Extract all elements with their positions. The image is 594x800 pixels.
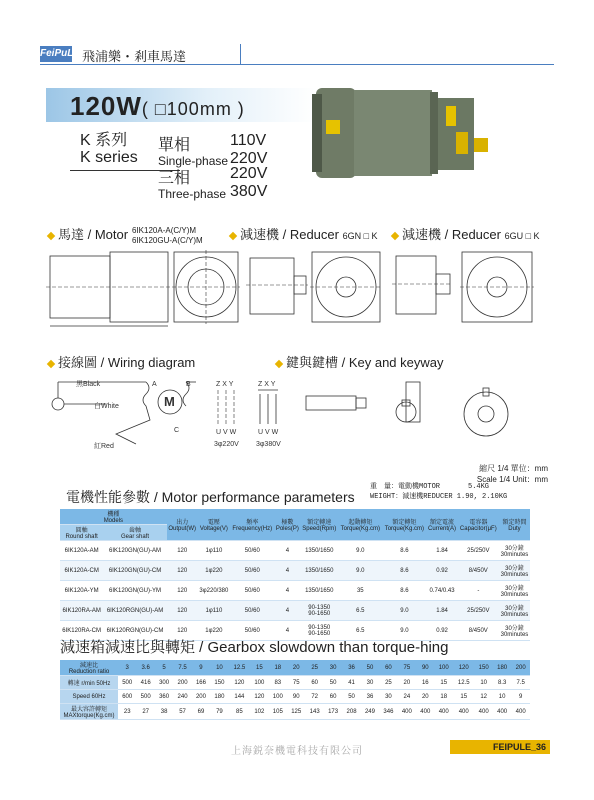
table-cell: 9.0 — [338, 561, 382, 581]
table-cell: 24 — [398, 690, 416, 704]
gear-motor-image — [306, 80, 492, 186]
table-cell: 50/60 — [230, 541, 274, 561]
table-cell: 1φ110 — [198, 601, 230, 621]
table-cell: 8.6 — [382, 561, 426, 581]
table-cell: 79 — [210, 704, 228, 720]
weight-note — [370, 482, 507, 502]
row-label: 減速比 Reduction ratio — [60, 660, 118, 676]
table-cell: 50 — [324, 676, 342, 690]
motor-symbol-m: M — [164, 394, 175, 409]
reducer2-heading — [392, 224, 540, 243]
table-cell: 90-1350 90-1650 — [300, 601, 338, 621]
table-cell: 0.92 — [426, 621, 457, 641]
table-cell: 120 — [250, 690, 268, 704]
motor-heading-text: 馬達 / Motor — [58, 227, 129, 242]
speed-50-row — [60, 676, 530, 690]
table-cell: 180 — [210, 690, 228, 704]
table-cell: 15 — [453, 690, 475, 704]
table-row — [60, 581, 530, 601]
table-cell: 9.0 — [382, 601, 426, 621]
table-cell: 500 — [136, 690, 154, 704]
series-label — [80, 132, 138, 166]
table-cell: 9.0 — [338, 541, 382, 561]
bullet-icon — [47, 231, 55, 239]
table-cell: 18 — [269, 660, 287, 676]
table-cell: 143 — [305, 704, 323, 720]
table-cell: 75 — [398, 660, 416, 676]
title-main: 120W — [70, 91, 142, 121]
key-heading-text: 鍵與鍵槽 / Key and keyway — [286, 355, 444, 370]
table-cell: 7.5 — [511, 676, 530, 690]
voltage-2: 220V — [230, 150, 268, 167]
table-cell: 15 — [250, 660, 268, 676]
motor-model-2: 6IK120GU-A(C/Y)M — [132, 236, 203, 245]
title-sub: ( □100mm ) — [141, 99, 245, 119]
brand-logo: FeiPuLe — [40, 46, 72, 62]
table-cell: 8.6 — [382, 581, 426, 601]
terminal-b-label: B — [186, 381, 191, 388]
table-cell: 4 — [274, 581, 300, 601]
key-keyway-drawing — [306, 382, 508, 436]
voltage-1: 220V — [230, 165, 268, 182]
table-cell: 30 — [379, 690, 397, 704]
table-cell: 3.6 — [136, 660, 154, 676]
table-row — [60, 561, 530, 581]
ratio-row — [60, 660, 530, 676]
zxy-label-2: Z X Y — [258, 381, 276, 388]
table-cell: 6IK120A-AM — [60, 541, 103, 561]
table-cell: 6IK120GN(GU)-CM — [103, 561, 166, 581]
footer-company: 上海鋭奈機電科技有限公司 — [231, 746, 363, 757]
phase-cn: 三相 — [158, 170, 191, 187]
table-cell: 6.5 — [338, 621, 382, 641]
brand-underline — [40, 64, 554, 65]
table-cell: 200 — [173, 676, 191, 690]
table-cell: 4 — [274, 601, 300, 621]
uvw-label-2: U V W — [258, 429, 279, 436]
table-cell: 72 — [305, 690, 323, 704]
table-cell: 10 — [210, 660, 228, 676]
table-cell: 8/450V — [458, 561, 499, 581]
table-cell: 12.5 — [229, 660, 251, 676]
brand-name: 飛浦樂・剎車馬達 — [82, 49, 187, 64]
motor-heading — [48, 224, 128, 243]
table-cell: 90-1350 90-1650 — [300, 621, 338, 641]
table-cell: 30分鐘 30minutes — [499, 541, 530, 561]
table-cell: 120 — [167, 541, 198, 561]
table-cell: 25/250V — [458, 601, 499, 621]
motor-models — [132, 226, 203, 246]
table-cell: 10 — [493, 690, 511, 704]
series-en: K series — [80, 149, 138, 166]
table-cell: 1350/1650 — [300, 561, 338, 581]
table-cell: 6IK120RA-CM — [60, 621, 103, 641]
header-capacitor: 電容器 Capacitor(μF) — [458, 509, 499, 541]
gearbox-table — [60, 660, 530, 720]
table-cell: 20 — [398, 676, 416, 690]
table-cell: 416 — [136, 676, 154, 690]
table-cell: 1φ220 — [198, 561, 230, 581]
brand-bar — [40, 44, 554, 66]
table-cell: 30分鐘 30minutes — [499, 561, 530, 581]
terminal-c-label: C — [174, 427, 180, 434]
page-title — [70, 91, 245, 122]
weight-line-1: 重 量：電動機MOTOR 5.4KG — [370, 483, 490, 491]
wire-black-label: 黑Black — [76, 381, 101, 388]
table-cell: 30 — [361, 676, 379, 690]
table-cell: 50/60 — [230, 601, 274, 621]
table-cell: 8/450V — [458, 621, 499, 641]
phase-en: Three-phase — [158, 187, 227, 201]
weight-line-2: WEIGHT：減速機REDUCER 1.90, 2.10KG — [370, 493, 508, 501]
reducer2-front-drawing — [460, 252, 534, 322]
table-cell: 600 — [118, 690, 136, 704]
phase-cn: 單相 — [158, 137, 191, 154]
row-label: 最大容許轉矩 MAXtorque(Kg.cm) — [60, 704, 118, 720]
table-cell: 16 — [416, 676, 434, 690]
voltage-2: 380V — [230, 183, 268, 200]
table-cell: 120 — [453, 660, 475, 676]
table-cell: 10 — [474, 676, 492, 690]
table-cell: 27 — [136, 704, 154, 720]
table-cell: 125 — [287, 704, 305, 720]
table-cell: 100 — [250, 676, 268, 690]
table-cell: 1350/1650 — [300, 581, 338, 601]
table-cell: 3φ220/380 — [198, 581, 230, 601]
series-cn: K 系列 — [80, 132, 128, 149]
reducer2-model: 6GU □ K — [504, 231, 540, 241]
v220-label: 3φ220V — [214, 441, 239, 448]
reducer2-heading-text: 減速機 / Reducer — [402, 227, 501, 242]
three-phase-380-wiring — [256, 381, 281, 448]
table-cell: 150 — [474, 660, 492, 676]
table-cell: 60 — [379, 660, 397, 676]
table-cell: 50/60 — [230, 621, 274, 641]
reducer1-heading — [230, 224, 378, 243]
bullet-icon — [229, 231, 237, 239]
table-cell: 90 — [287, 690, 305, 704]
wire-red-label: 紅Red — [94, 443, 114, 450]
table-cell: 25 — [379, 676, 397, 690]
single-phase-wiring — [52, 379, 196, 450]
table-cell: 60 — [305, 676, 323, 690]
reducer1-heading-text: 減速機 / Reducer — [240, 227, 339, 242]
table-cell: 36 — [361, 690, 379, 704]
table-cell: 400 — [416, 704, 434, 720]
table-cell: 8.3 — [493, 676, 511, 690]
table-cell: 360 — [155, 690, 173, 704]
reducer1-side-drawing — [246, 258, 308, 314]
table-cell: 180 — [493, 660, 511, 676]
table-cell: 400 — [493, 704, 511, 720]
table-cell: 400 — [511, 704, 530, 720]
table-cell: 200 — [192, 690, 210, 704]
table-cell: 300 — [155, 676, 173, 690]
scale-line-2: Scale 1/4 Unit：mm — [476, 475, 548, 484]
header-voltage: 電壓 Voltage(V) — [198, 509, 230, 541]
header-start-torque: 起動轉矩 Torque(Kg.cm) — [338, 509, 382, 541]
table-cell: - — [458, 581, 499, 601]
table-cell: 1350/1650 — [300, 541, 338, 561]
phase-en: Single-phase — [158, 154, 229, 168]
table-cell: 12.5 — [453, 676, 475, 690]
header-duty: 額定時間 Duty — [499, 509, 530, 541]
bullet-icon — [391, 231, 399, 239]
table-cell: 30 — [324, 660, 342, 676]
motor-front-drawing — [172, 250, 240, 324]
uvw-label-1: U V W — [216, 429, 237, 436]
table-cell: 30分鐘 30minutes — [499, 621, 530, 641]
table-row — [60, 601, 530, 621]
table-cell: 30分鐘 30minutes — [499, 601, 530, 621]
table-cell: 1.84 — [426, 601, 457, 621]
row-label: Speed 60Hz — [60, 690, 118, 704]
header-round-shaft: 圓軸 Round shaft — [60, 525, 103, 541]
table-cell: 50 — [342, 690, 360, 704]
speed-60-row — [60, 690, 530, 704]
table-cell: 36 — [342, 660, 360, 676]
key-heading — [276, 352, 444, 371]
header-rated-torque: 額定轉矩 Torque(Kg.cm) — [382, 509, 426, 541]
voltage-1: 110V — [230, 132, 267, 149]
table-cell: 60 — [324, 690, 342, 704]
table-cell: 20 — [416, 690, 434, 704]
motor-side-drawing — [46, 252, 172, 326]
table-cell: 4 — [274, 541, 300, 561]
table-cell: 35 — [338, 581, 382, 601]
header-gear-shaft: 齒軸 Gear shaft — [103, 525, 166, 541]
reducer1-model: 6GN □ K — [342, 231, 378, 241]
table-cell: 400 — [398, 704, 416, 720]
table-cell: 6IK120GN(GU)-AM — [103, 541, 166, 561]
table-cell: 500 — [118, 676, 136, 690]
page-number: FEIPULE_36 — [450, 740, 550, 754]
table-cell: 6.5 — [338, 601, 382, 621]
table-cell: 12 — [474, 690, 492, 704]
table-cell: 25 — [305, 660, 323, 676]
table-cell: 100 — [269, 690, 287, 704]
motor-model-1: 6IK120A-A(C/Y)M — [132, 226, 197, 235]
header-models: 機種 Models — [60, 509, 167, 525]
perf-title: 電機性能參數 / Motor performance parameters — [66, 489, 355, 505]
table-cell: 120 — [167, 601, 198, 621]
table-cell: 69 — [192, 704, 210, 720]
table-cell: 90 — [416, 660, 434, 676]
header-current: 額定電流 Current(A) — [426, 509, 457, 541]
wiring-heading-text: 接線圖 / Wiring diagram — [58, 355, 196, 370]
table-cell: 400 — [474, 704, 492, 720]
table-cell: 6IK120RGN(GU)-CM — [103, 621, 166, 641]
table-cell: 9 — [511, 690, 530, 704]
table-cell: 249 — [361, 704, 379, 720]
three-phase-220-wiring — [214, 381, 239, 448]
table-cell: 4 — [274, 561, 300, 581]
performance-table — [60, 509, 530, 641]
table-cell: 15 — [435, 676, 453, 690]
table-cell: 105 — [269, 704, 287, 720]
table-cell: 38 — [155, 704, 173, 720]
table-cell: 120 — [167, 561, 198, 581]
header-poles: 極數 Poles(P) — [274, 509, 300, 541]
table-cell: 6IK120RA-AM — [60, 601, 103, 621]
table-cell: 240 — [173, 690, 191, 704]
table-cell: 6IK120RGN(GU)-AM — [103, 601, 166, 621]
header-frequency: 頻率 Frequency(Hz) — [230, 509, 274, 541]
row-label: 轉速 r/min 50Hz — [60, 676, 118, 690]
table-cell: 120 — [229, 676, 251, 690]
table-cell: 6IK120A-CM — [60, 561, 103, 581]
table-cell: 57 — [173, 704, 191, 720]
table-cell: 0.92 — [426, 561, 457, 581]
table-cell: 50/60 — [230, 561, 274, 581]
table-cell: 1.84 — [426, 541, 457, 561]
wiring-heading — [48, 352, 195, 371]
table-cell: 144 — [229, 690, 251, 704]
terminal-a-label: A — [152, 381, 157, 388]
table-cell: 400 — [435, 704, 453, 720]
header-speed: 額定轉速 Speed(Rpm) — [300, 509, 338, 541]
wire-white-label: 白White — [94, 403, 119, 410]
table-cell: 25/250V — [458, 541, 499, 561]
table-cell: 120 — [167, 621, 198, 641]
table-cell: 166 — [192, 676, 210, 690]
table-cell: 20 — [287, 660, 305, 676]
table-cell: 200 — [511, 660, 530, 676]
table-cell: 83 — [269, 676, 287, 690]
table-cell: 1φ110 — [198, 541, 230, 561]
table-cell: 7.5 — [173, 660, 191, 676]
v380-label: 3φ380V — [256, 441, 281, 448]
table-cell: 208 — [342, 704, 360, 720]
table-cell: 30分鐘 30minutes — [499, 581, 530, 601]
table-cell: 75 — [287, 676, 305, 690]
dimension-drawings — [46, 248, 556, 334]
table-cell: 400 — [453, 704, 475, 720]
wiring-diagram — [46, 374, 556, 454]
table-cell: 3 — [118, 660, 136, 676]
gear-title: 減速箱減速比與轉矩 / Gearbox slowdown than torque-hing — [60, 639, 449, 656]
reducer1-front-drawing — [310, 252, 382, 322]
header-output: 出力 Output(W) — [167, 509, 198, 541]
table-row — [60, 541, 530, 561]
reducer2-side-drawing — [392, 256, 452, 314]
table-cell: 6IK120A-YM — [60, 581, 103, 601]
torque-row — [60, 704, 530, 720]
bullet-icon — [275, 359, 283, 367]
zxy-label-1: Z X Y — [216, 381, 234, 388]
table-cell: 1φ220 — [198, 621, 230, 641]
table-cell: 120 — [167, 581, 198, 601]
table-cell: 85 — [229, 704, 251, 720]
table-cell: 150 — [210, 676, 228, 690]
table-cell: 4 — [274, 621, 300, 641]
table-cell: 50/60 — [230, 581, 274, 601]
scale-line-1: 縮尺 1/4 單位：mm — [479, 464, 548, 473]
table-cell: 346 — [379, 704, 397, 720]
table-cell: 173 — [324, 704, 342, 720]
table-cell: 8.6 — [382, 541, 426, 561]
table-cell: 9 — [192, 660, 210, 676]
table-cell: 102 — [250, 704, 268, 720]
brand-divider — [240, 44, 241, 64]
bullet-icon — [47, 359, 55, 367]
table-cell: 50 — [361, 660, 379, 676]
table-cell: 9.0 — [382, 621, 426, 641]
table-cell: 23 — [118, 704, 136, 720]
table-cell: 6IK120GN(GU)-YM — [103, 581, 166, 601]
table-cell: 41 — [342, 676, 360, 690]
table-cell: 100 — [435, 660, 453, 676]
table-cell: 0.74/0.43 — [426, 581, 457, 601]
table-cell: 18 — [435, 690, 453, 704]
table-cell: 5 — [155, 660, 173, 676]
